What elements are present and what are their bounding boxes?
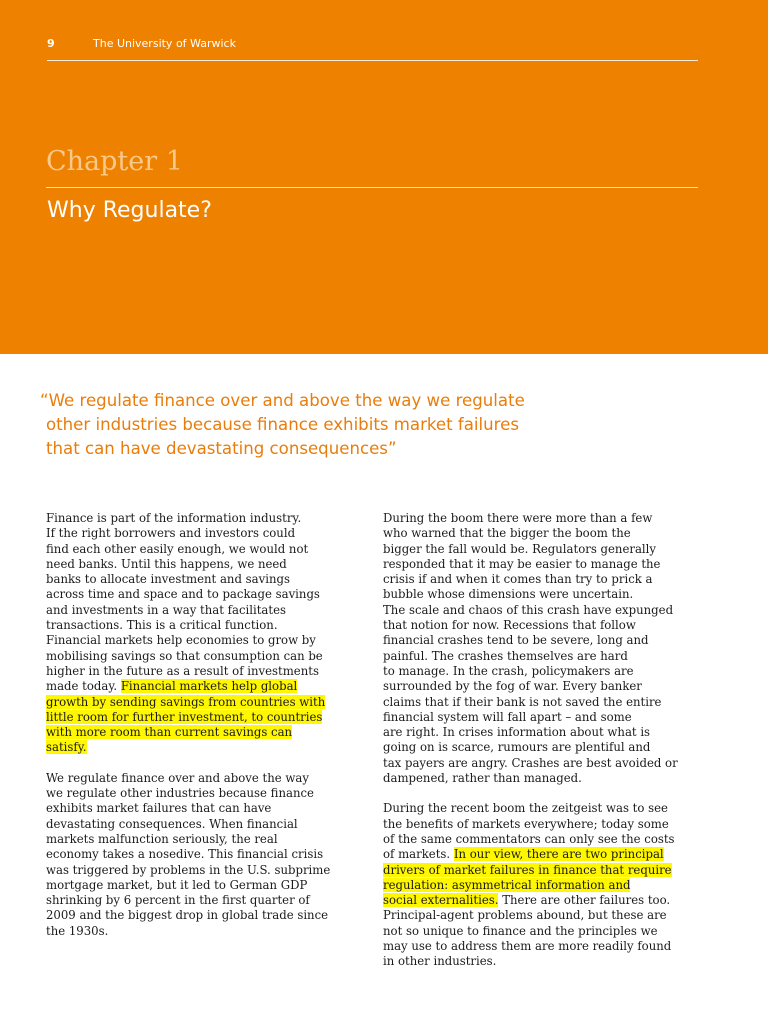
text-line: mortgage market, but it led to German GDP: [46, 877, 308, 892]
text-line: and investments in a way that facilitates: [46, 602, 286, 617]
text-line: that notion for now. Recessions that follow: [383, 618, 636, 633]
text-line: If the right borrowers and investors could: [46, 526, 296, 541]
highlighted-line: [46, 725, 364, 740]
text-line: banks to allocate investment and savings: [46, 572, 290, 587]
text-line: was triggered by problems in the U.S. subprime: [46, 862, 331, 877]
highlighted-text: Financial markets help global: [120, 679, 298, 694]
page-number: 9: [47, 37, 55, 50]
text-line: During the boom there were more than a few: [383, 511, 653, 525]
text-line: transactions. This is a critical function.: [46, 618, 278, 633]
text-line: [383, 893, 713, 908]
text-line: mobilising savings so that consumption can be: [46, 648, 323, 663]
text-line: tax payers are angry. Crashes are best avoided or: [383, 755, 678, 770]
highlighted-text: regulation: asymmetrical information and: [383, 877, 631, 892]
text-line: of the same commentators can only see the costs: [383, 831, 675, 846]
text-line: to manage. In the crash, policymakers are: [383, 663, 634, 678]
text-line: the 1930s.: [46, 923, 109, 938]
pull-quote-line: “We regulate finance over and above the way we regulate: [40, 391, 525, 410]
text-line: Principal-agent problems abound, but these are: [383, 908, 667, 923]
paragraph: [383, 511, 713, 786]
text-line: markets malfunction seriously, the real: [46, 831, 278, 846]
text-line: Financial markets help economies to grow by: [46, 633, 316, 648]
text-line: crisis if and when it comes than try to prick a: [383, 572, 653, 587]
text-line: higher in the future as a result of investments: [46, 663, 319, 678]
text-fragment: of markets.: [383, 847, 454, 862]
highlighted-line: [383, 863, 713, 878]
text-line: We regulate finance over and above the way: [46, 770, 309, 785]
highlighted-text: satisfy.: [46, 740, 87, 755]
text-line: dampened, rather than managed.: [383, 771, 582, 786]
highlighted-text: social externalities.: [383, 893, 499, 908]
publisher-name: The University of Warwick: [93, 37, 236, 50]
text-line: may use to address them are more readily found: [383, 939, 672, 954]
text-line: across time and space and to package savings: [46, 587, 320, 602]
chapter-title: Why Regulate?: [47, 198, 212, 223]
chapter-banner: [0, 0, 768, 354]
highlighted-line: [46, 710, 364, 725]
highlighted-text: growth by sending savings from countries with: [46, 694, 326, 709]
text-line: financial crashes tend to be severe, long and: [383, 633, 649, 648]
text-line: we regulate other industries because finance: [46, 786, 314, 801]
running-header: [47, 36, 698, 61]
text-fragment: made today.: [46, 679, 121, 694]
text-line: [383, 847, 713, 862]
text-line: painful. The crashes themselves are hard: [383, 648, 628, 663]
text-line: the benefits of markets everywhere; today some: [383, 816, 669, 831]
text-line: surrounded by the fog of war. Every banker: [383, 679, 642, 694]
highlighted-text: drivers of market failures in finance that require: [383, 862, 672, 877]
paragraph: [383, 801, 713, 969]
text-line: shrinking by 6 percent in the first quarter of: [46, 893, 310, 908]
text-line: financial system will fall apart – and some: [383, 709, 632, 724]
text-line: Finance is part of the information industry.: [46, 511, 302, 525]
pull-quote-line: that can have devastating consequences”: [46, 439, 397, 458]
text-line: bigger the fall would be. Regulators generally: [383, 541, 657, 556]
text-line: who warned that the bigger the boom the: [383, 526, 631, 541]
text-line: not so unique to finance and the principles we: [383, 923, 658, 938]
text-line: responded that it may be easier to manage the: [383, 556, 661, 571]
text-line: economy takes a nosedive. This financial crisis: [46, 847, 324, 862]
text-line: claims that if their bank is not saved the entire: [383, 694, 662, 709]
highlighted-line: [383, 878, 713, 893]
chapter-label: Chapter 1: [46, 146, 698, 188]
highlighted-text: In our view, there are two principal: [453, 847, 664, 862]
text-line: During the recent boom the zeitgeist was to see: [383, 801, 668, 816]
text-line: exhibits market failures that can have: [46, 801, 272, 816]
paragraph: [46, 511, 364, 756]
text-line: The scale and chaos of this crash have expunged: [383, 602, 674, 617]
right-column: [383, 511, 713, 985]
highlighted-text: little room for further investment, to countries: [46, 709, 323, 724]
left-column: [46, 511, 364, 954]
text-line: going on is scarce, rumours are plentiful and: [383, 740, 651, 755]
pull-quote-line: other industries because finance exhibits market failures: [46, 415, 519, 434]
text-line: need banks. Until this happens, we need: [46, 556, 287, 571]
text-line: devastating consequences. When financial: [46, 816, 298, 831]
highlighted-line: [46, 740, 364, 755]
text-fragment: There are other failures too.: [498, 893, 671, 908]
highlighted-text: with more room than current savings can: [46, 725, 293, 740]
text-line: 2009 and the biggest drop in global trade since: [46, 908, 329, 923]
pull-quote: [40, 389, 680, 461]
text-line: bubble whose dimensions were uncertain.: [383, 587, 634, 602]
text-line: in other industries.: [383, 954, 497, 969]
paragraph: [46, 771, 364, 939]
highlighted-line: [46, 695, 364, 710]
text-line: are right. In crises information about what is: [383, 725, 651, 740]
text-line: find each other easily enough, we would not: [46, 541, 309, 556]
text-line: [46, 679, 364, 694]
